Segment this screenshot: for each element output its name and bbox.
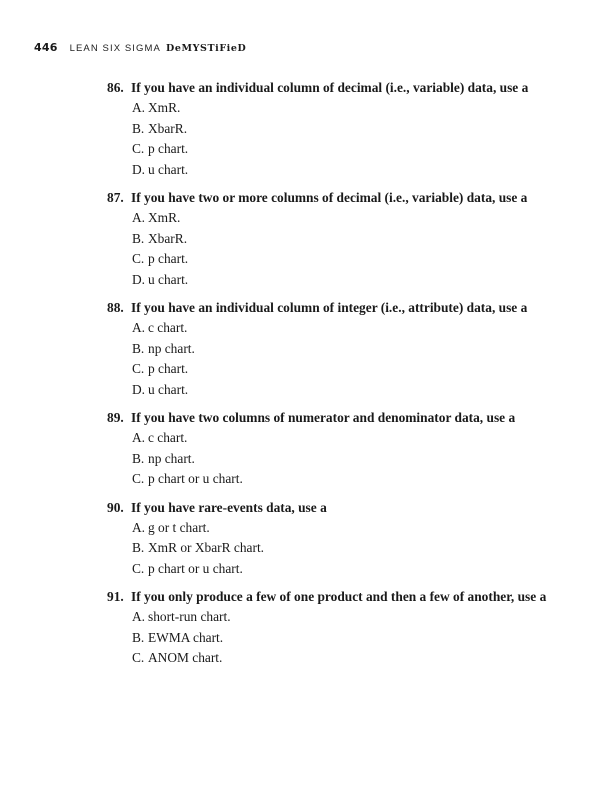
question: [107, 79, 587, 181]
option-letter: A.: [132, 320, 146, 335]
answer-option: [132, 608, 587, 629]
book-title: LEAN SIX SIGMA: [69, 43, 161, 54]
option-text: u chart.: [148, 271, 189, 287]
answer-options: [132, 429, 587, 491]
option-letter: B.: [132, 629, 145, 645]
option-letter: B.: [132, 540, 145, 555]
option-letter: C.: [132, 141, 145, 156]
option-letter: C.: [132, 560, 145, 576]
answer-option: [132, 250, 587, 271]
answer-option: [132, 140, 587, 161]
answer-option: [132, 161, 587, 182]
answer-option: [132, 381, 587, 402]
question-number: 90.: [107, 499, 124, 515]
option-text: c chart.: [148, 430, 188, 445]
question-text: If you have an individual column of decimal (i.e., variable) data, use a: [131, 80, 529, 95]
option-text: c chart.: [148, 320, 188, 335]
option-text: p chart.: [148, 141, 189, 156]
option-letter: B.: [132, 230, 145, 246]
answer-option: [132, 649, 587, 670]
question-number: 88.: [107, 300, 124, 315]
option-letter: D.: [132, 271, 146, 287]
option-text: u chart.: [148, 161, 189, 177]
option-letter: B.: [132, 120, 145, 136]
question-stem: [107, 79, 587, 99]
answer-option: [132, 629, 587, 650]
question-stem: [107, 499, 587, 519]
answer-option: [132, 560, 587, 581]
option-letter: B.: [132, 340, 145, 356]
book-title-brand: DeMYSTiFieD: [166, 43, 247, 54]
option-text: XbarR.: [148, 120, 188, 136]
running-head: [34, 41, 246, 57]
answer-option: [132, 340, 587, 361]
question: [107, 409, 587, 491]
answer-option: [132, 120, 587, 141]
option-text: p chart or u chart.: [148, 560, 243, 576]
option-text: XmR or XbarR chart.: [148, 540, 265, 555]
option-text: p chart.: [148, 361, 189, 376]
option-letter: C.: [132, 650, 145, 665]
answer-option: [132, 99, 587, 120]
question-stem: [107, 588, 587, 608]
option-letter: D.: [132, 381, 146, 397]
question-text: If you have an individual column of integer (i.e., attribute) data, use a: [131, 300, 528, 315]
option-text: u chart.: [148, 381, 189, 397]
answer-option: [132, 539, 587, 560]
option-letter: B.: [132, 450, 145, 466]
question-number: 87.: [107, 190, 124, 205]
option-text: p chart.: [148, 251, 189, 266]
question-list: [107, 79, 587, 678]
answer-options: [132, 319, 587, 401]
option-text: short-run chart.: [148, 609, 231, 624]
answer-option: [132, 470, 587, 491]
option-text: ANOM chart.: [148, 650, 223, 665]
question: [107, 299, 587, 401]
answer-options: [132, 519, 587, 581]
question: [107, 499, 587, 581]
option-text: XbarR.: [148, 230, 188, 246]
answer-option: [132, 209, 587, 230]
question-text: If you have two or more columns of decimal (i.e., variable) data, use a: [131, 190, 528, 205]
option-letter: A.: [132, 609, 146, 624]
answer-option: [132, 450, 587, 471]
page-number: 446: [34, 41, 58, 54]
answer-option: [132, 230, 587, 251]
answer-option: [132, 429, 587, 450]
answer-option: [132, 271, 587, 292]
option-letter: D.: [132, 161, 146, 177]
question-number: 89.: [107, 410, 124, 425]
question-text: If you have two columns of numerator and denominator data, use a: [131, 410, 516, 425]
question-text: If you have rare-events data, use a: [131, 499, 327, 515]
option-text: EWMA chart.: [148, 629, 224, 645]
answer-options: [132, 608, 587, 670]
answer-option: [132, 360, 587, 381]
option-letter: A.: [132, 430, 146, 445]
question: [107, 189, 587, 291]
option-letter: C.: [132, 361, 145, 376]
question-stem: [107, 409, 587, 429]
answer-options: [132, 209, 587, 291]
option-text: XmR.: [148, 100, 181, 115]
option-text: np chart.: [148, 450, 195, 466]
option-text: np chart.: [148, 340, 195, 356]
answer-option: [132, 519, 587, 540]
question-text: If you only produce a few of one product and then a few of another, use a: [131, 589, 547, 604]
question-stem: [107, 189, 587, 209]
option-text: g or t chart.: [148, 519, 210, 535]
answer-options: [132, 99, 587, 181]
answer-option: [132, 319, 587, 340]
question-number: 86.: [107, 80, 124, 95]
question: [107, 588, 587, 670]
question-stem: [107, 299, 587, 319]
option-letter: A.: [132, 519, 146, 535]
option-letter: A.: [132, 100, 146, 115]
option-letter: A.: [132, 210, 146, 225]
option-text: XmR.: [148, 210, 181, 225]
option-text: p chart or u chart.: [148, 471, 243, 486]
question-number: 91.: [107, 589, 124, 604]
option-letter: C.: [132, 471, 145, 486]
option-letter: C.: [132, 251, 145, 266]
